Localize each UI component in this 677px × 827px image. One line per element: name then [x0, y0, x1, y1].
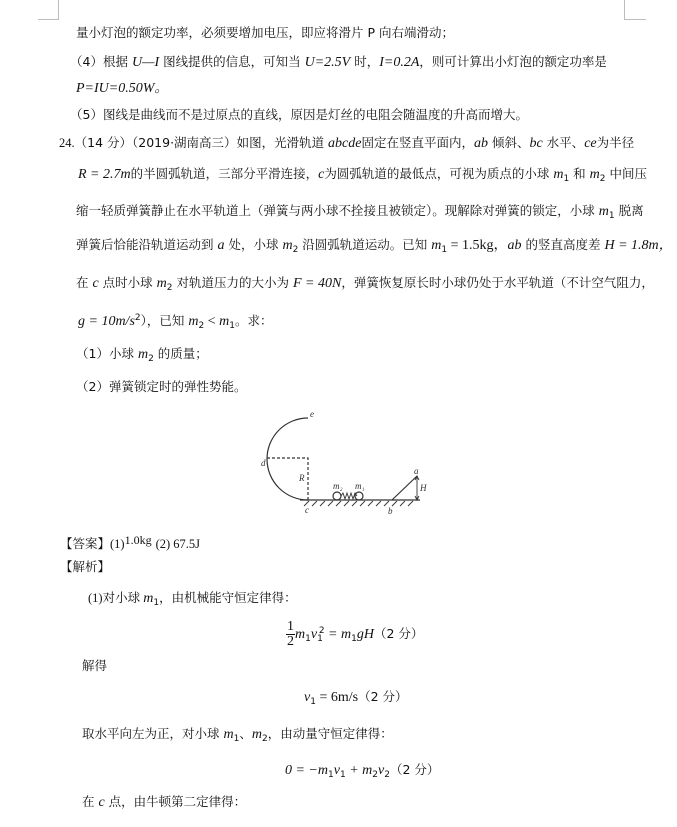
analysis-label: 【解析】: [60, 559, 111, 574]
label-b: b: [388, 506, 393, 516]
solve-label: 解得: [82, 658, 108, 673]
track-diagram: [250, 405, 440, 520]
sub-question-2: （2）弹簧锁定时的弹性势能。: [76, 379, 247, 394]
equation-momentum: $0 = -m_1v_1 + m_2v_2(2$ 分）: [285, 762, 440, 780]
question-line: 弹簧后恰能沿轨道运动到 a 处，小球 $m_2$ 沿圆弧轨道运动。已知 $m_1 = 1.5kg$，ab 的竖直高度差 H = 1.8m，: [76, 237, 673, 255]
question-header: 24.（14 分）（2019·湖南高三）如图，光滑轨道 abcde固定在竖直平面内，ab 倾斜、bc 水平、ce为半径: [59, 135, 635, 151]
question-line: $g = 10m/s^2$），已知 $m_2 < m_1$。求：: [78, 313, 273, 331]
answer-line: 【答案】$(1)^{1.0kg}$ (2) 67.5J: [60, 533, 201, 551]
label-m1: m: [355, 481, 362, 491]
question-line: R = 2.7m的半圆弧轨道，三部分平滑连接，c为圆弧轨道的最低点，可视为质点的小球 $m_1$ 和 $m_2$ 中间压: [78, 166, 647, 184]
label-m2: m: [333, 481, 340, 491]
page-corner-mark-right: [624, 0, 646, 20]
label-d: d: [261, 458, 266, 468]
text-line: （4）根据 U—I 图线提供的信息，可知当 U=2.5V 时，I=0.2A，则可计算出小灯泡的额定功率是: [70, 54, 607, 70]
question-line: 缩一轻质弹簧静止在水平轨道上（弹簧与两小球不拴接且被锁定）。现解除对弹簧的锁定，小球 $m_1$ 脱离: [76, 203, 644, 221]
analysis-step-1: (1)对小球 $m_1$，由机械能守恒定律得：: [88, 590, 297, 608]
text-line: （5）图线是曲线而不是过原点的直线，原因是灯丝的电阻会随温度的升高而增大。: [70, 107, 528, 122]
sub-question-1: （1）小球 $m_2$ 的质量；: [76, 346, 208, 364]
label-a: a: [414, 466, 419, 476]
page-corner-mark-left: [38, 0, 59, 20]
label-e: e: [310, 409, 314, 419]
label-H: H: [420, 483, 427, 493]
equation-v1: $v_1 = 6m/s(2$ 分）: [304, 689, 408, 707]
analysis-step-3: 在 c 点，由牛顿第二定律得：: [82, 794, 247, 810]
text-line: 量小灯泡的额定功率，必须要增加电压，即应将滑片 P 向右端滑动；: [76, 25, 454, 40]
svg-text:2: 2: [340, 488, 343, 493]
label-c: c: [305, 505, 309, 515]
question-line: 在 c 点时小球 $m_2$ 对轨道压力的大小为 F = 40N，弹簧恢复原长时小球仍处于水平轨道（不计空气阻力，: [76, 275, 654, 293]
svg-text:1: 1: [362, 488, 365, 493]
equation-energy: $\frac{1}{2}$ $m_1v_1^2 = m_1gH(2$ 分）: [287, 619, 424, 649]
text-line: P=IU=0.50W。: [76, 81, 169, 96]
label-R: R: [299, 473, 305, 483]
analysis-step-2: 取水平向左为正，对小球 $m_1$、$m_2$，由动量守恒定律得：: [82, 726, 393, 744]
